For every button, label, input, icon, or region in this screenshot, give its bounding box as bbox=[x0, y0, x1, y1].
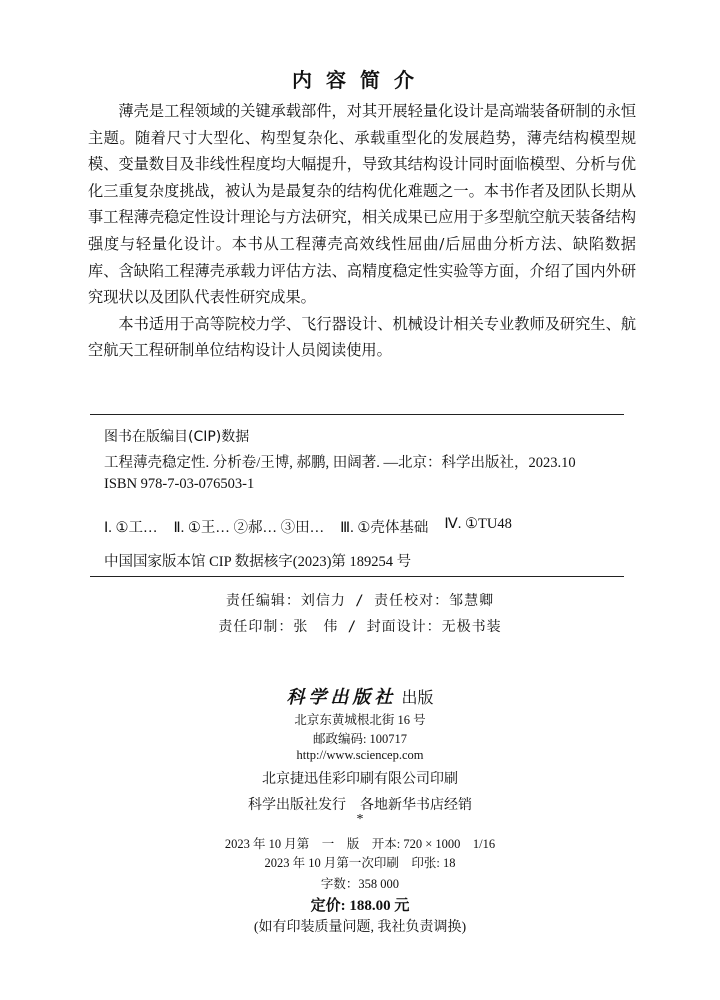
cip-check-number: 中国国家版本馆 CIP 数据核字(2023)第 189254 号 bbox=[104, 554, 412, 570]
cip-class-3: Ⅲ. ①壳体基础 bbox=[340, 520, 429, 536]
publisher-postcode: 邮政编码: 100717 bbox=[312, 732, 408, 746]
cip-book-line: 工程薄壳稳定性. 分析卷/王博, 郝鹏, 田阔著. —北京：科学出版社，2023.10 bbox=[104, 455, 576, 471]
cip-class-4: Ⅳ. ①TU48 bbox=[444, 516, 512, 532]
publisher-address: 北京东黄城根北街 16 号 bbox=[294, 713, 426, 727]
cip-title: 图书在版编目(CIP)数据 bbox=[104, 429, 250, 445]
edition-line: 2023 年 10 月第 一 版 开本: 720 × 1000 1/16 bbox=[224, 837, 496, 851]
publisher-suffix: 出版 bbox=[401, 688, 434, 707]
printer-line: 北京捷迅佳彩印刷有限公司印刷 bbox=[262, 772, 458, 787]
quality-notice: (如有印装质量问题, 我社负责调换) bbox=[253, 920, 467, 935]
publisher-line bbox=[0, 683, 720, 709]
publisher-logo: 科学出版社 bbox=[286, 687, 397, 708]
cip-bottom-rule bbox=[90, 576, 624, 577]
publisher-website: http://www.sciencep.com bbox=[296, 748, 424, 762]
cip-class-1: Ⅰ. ①工… bbox=[104, 520, 158, 536]
separator-star: * bbox=[356, 812, 364, 827]
staff-line-1: 责任编辑：刘信力 / 责任校对：邹慧卿 bbox=[225, 593, 495, 609]
summary-paragraph-1: 薄壳是工程领域的关键承载部件，对其开展轻量化设计是高端装备研制的永恒主题。随着尺寸大型化、构型复杂化、承载重型化的发展趋势，薄壳结构模型规模、变量数目及非线性程度均大幅提升，导致其结构设计同时面临模型、分析与优化三重复杂度挑战，被认为是最复杂的结构优化难题之一。本书作者及团队长期从事工程薄壳稳定性设计理论与方法研究，相关成果已应用于多型航空航天装备结构强度与轻量化设计。本书从工程薄壳高效线性屈曲/后屈曲分析方法、缺陷数据库、含缺陷工程薄壳承载力评估方法、高精度稳定性实验等方面，介绍了国内外研究现状以及团队代表性研究成果。 bbox=[88, 102, 636, 307]
staff-line-2: 责任印制：张 伟 / 封面设计：无极书装 bbox=[218, 619, 502, 635]
page-title: 内容简介 bbox=[292, 68, 428, 92]
cip-class-2: Ⅱ. ①王… ②郝… ③田… bbox=[173, 520, 325, 536]
word-count: 字数：358 000 bbox=[320, 877, 400, 891]
cip-isbn: ISBN 978-7-03-076503-1 bbox=[104, 476, 255, 492]
price: 定价: 188.00 元 bbox=[310, 898, 410, 914]
distribution-line: 科学出版社发行 各地新华书店经销 bbox=[248, 798, 472, 813]
cip-classification bbox=[104, 516, 512, 537]
book-summary bbox=[88, 98, 636, 364]
printing-line: 2023 年 10 月第一次印刷 印张: 18 bbox=[264, 856, 456, 870]
summary-paragraph-2: 本书适用于高等院校力学、飞行器设计、机械设计相关专业教师及研究生、航空航天工程研制单位结构设计人员阅读使用。 bbox=[88, 314, 636, 360]
cip-top-rule bbox=[90, 414, 624, 415]
